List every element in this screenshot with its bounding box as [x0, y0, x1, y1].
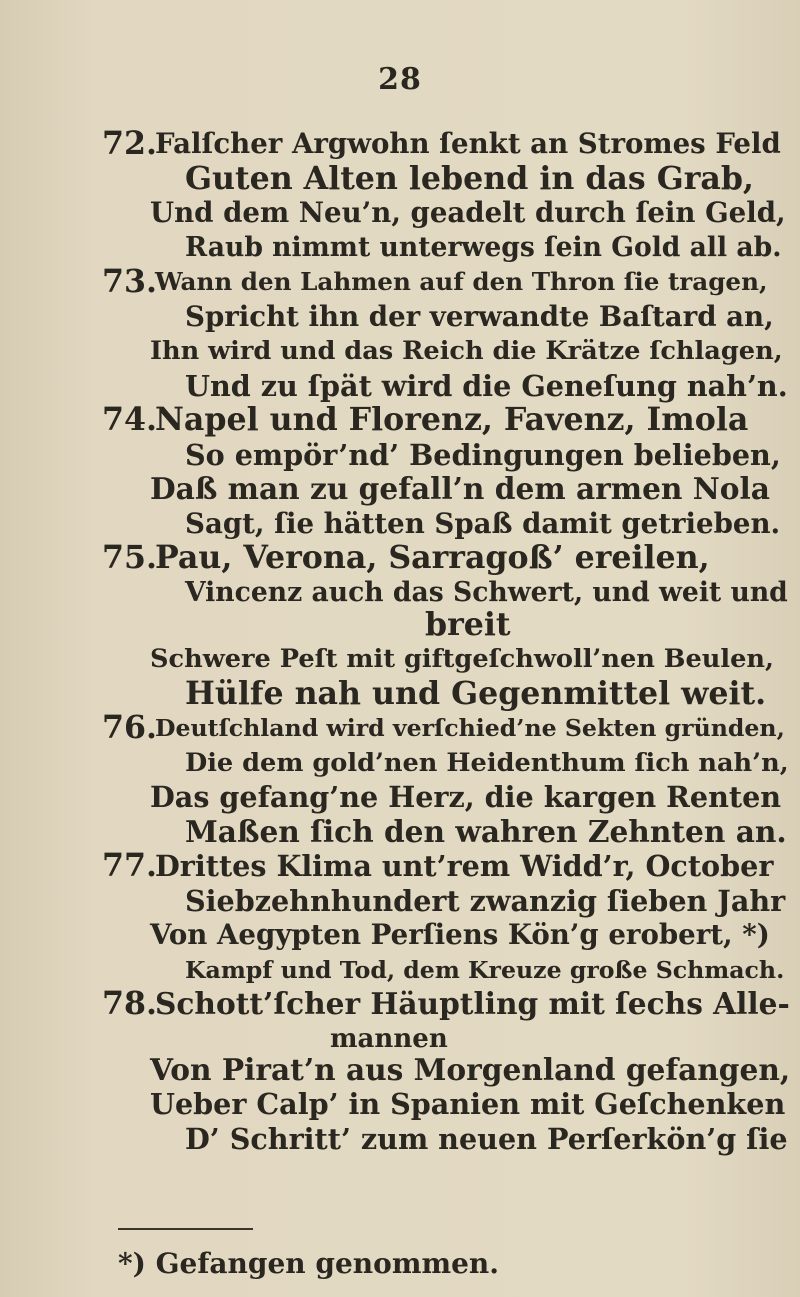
verse-line: Sagt, ſie hätten Spaß damit getrieben. [185, 507, 781, 540]
verse-line: Vincenz auch das Schwert, und weit und [185, 577, 788, 608]
verse-line: Und dem Neu’n, geadelt durch ſein Geld, [150, 196, 786, 229]
verse-line: Daß man zu gefall’n dem armen Nola [150, 471, 770, 506]
verse-line: Siebzehnhundert zwanzig ſieben Jahr [185, 884, 786, 918]
verse-line: Das gefang’ne Herz, die kargen Renten [150, 780, 782, 814]
verse-line: Die dem gold’nen Heidenthum ſich nah’n, [185, 748, 789, 778]
verse-line: Hülfe nah und Gegenmittel weit. [185, 675, 767, 712]
verse-line: Schott’ſcher Häuptling mit ſechs Alle- [155, 986, 790, 1021]
verse-line: Deutſchland wird verſchied’ne Sekten gründen, [155, 714, 785, 742]
verse-line: Ihn wird und das Reich die Krätze ſchlagen, [150, 336, 783, 366]
verse-line: Falſcher Argwohn ſenkt an Stromes Feld [155, 127, 781, 160]
footnote: *) Gefangen genommen. [118, 1247, 500, 1280]
stanza-number: 72. [102, 125, 157, 162]
verse-line: Raub nimmt unterwegs ſein Gold all ab. [185, 232, 782, 263]
verse-line: Maßen ſich den wahren Zehnten an. [185, 814, 787, 849]
verse-line: Von Aegypten Perſiens Kön’g erobert, *) [150, 918, 770, 951]
verse-line: Von Pirat’n aus Morgenland gefangen, [150, 1052, 791, 1087]
verse-line: Wann den Lahmen auf den Thron ſie tragen, [155, 267, 768, 296]
verse-line: Drittes Klima unt’rem Widd’r, October [155, 849, 774, 883]
page-number: 28 [378, 62, 422, 97]
footnote-divider [118, 1228, 253, 1230]
stanza-number: 74. [102, 401, 157, 438]
verse-line: Napel und Florenz, Favenz, Imola [155, 401, 749, 438]
verse-line-continuation: breit [425, 606, 511, 643]
verse-line: Spricht ihn der verwandte Baſtard an, [185, 300, 774, 333]
verse-line: Schwere Peſt mit giftgeſchwoll’nen Beulen, [150, 644, 774, 674]
stanza-number: 73. [102, 263, 157, 300]
verse-line: Und zu ſpät wird die Geneſung nah’n. [185, 369, 788, 403]
verse-line: Ueber Calp’ in Spanien mit Geſchenken [150, 1087, 786, 1121]
verse-line-continuation: mannen [330, 1024, 448, 1054]
stanza-number: 78. [102, 985, 157, 1022]
verse-line: So empör’nd’ Bedingungen belieben, [185, 438, 781, 472]
verse-line: Guten Alten lebend in das Grab, [185, 160, 754, 197]
verse-line: Pau, Verona, Sarragoß’ ereilen, [155, 539, 710, 576]
stanza-number: 77. [102, 847, 157, 884]
stanza-number: 75. [102, 539, 157, 576]
stanza-number: 76. [102, 709, 157, 746]
verse-line: D’ Schritt’ zum neuen Perſerkön’g ſie [185, 1122, 788, 1156]
verse-line: Kampf und Tod, dem Kreuze große Schmach. [185, 956, 785, 984]
